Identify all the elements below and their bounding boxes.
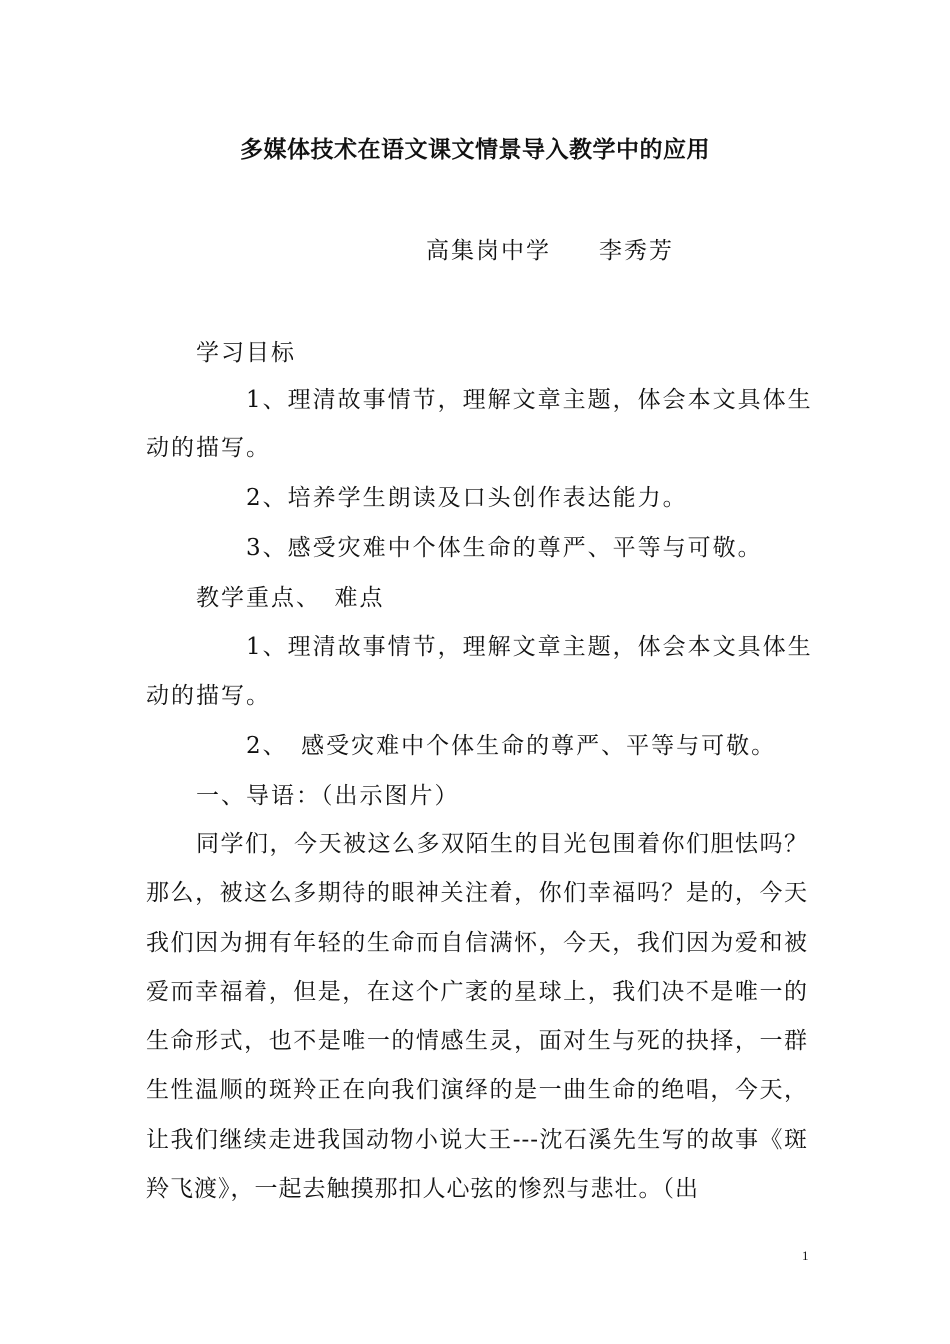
author-school: 高集岗中学 [426, 238, 551, 264]
objectives-heading: 学习目标 [196, 340, 296, 366]
author-line [426, 232, 674, 265]
page-number: 1 [802, 1248, 809, 1263]
objective-2: 2、培养学生朗读及口头创作表达能力。 [246, 485, 688, 511]
key-point-1-line-1: 1、理清故事情节，理解文章主题，体会本文具体生 [246, 634, 813, 660]
objective-1-line-2: 动的描写。 [146, 435, 271, 461]
objective-1-line-1: 1、理清故事情节，理解文章主题，体会本文具体生 [246, 387, 813, 413]
objective-3: 3、感受灾难中个体生命的尊严、平等与可敬。 [246, 535, 763, 561]
key-point-1-line-2: 动的描写。 [146, 683, 271, 709]
intro-heading: 一、导语：（出示图片） [196, 783, 460, 809]
author-name: 李秀芳 [599, 238, 674, 264]
key-points-heading: 教学重点、 难点 [196, 585, 385, 611]
intro-paragraph: 同学们，今天被这么多双陌生的目光包围着你们胆怯吗？那么，被这么多期待的眼神关注着，你们幸福吗？是的，今天我们因为拥有年轻的生命而自信满怀，今天，我们因为爱和被爱而幸福着，但是，在这个广袤的星球上，我们决不是唯一的生命形式，也不是唯一的情感生灵，面对生与死的抉择，一群生性温顺的斑羚正在向我们演绎的是一曲生命的绝唱，今天，让我们继续走进我国动物小说大王---沈石溪先生写的故事《斑羚飞渡》，一起去触摸那扣人心弦的惨烈与悲壮。（出 [146, 831, 808, 1203]
key-point-2: 2、 感受灾难中个体生命的尊严、平等与可敬。 [246, 733, 777, 759]
document-title: 多媒体技术在语文课文情景导入教学中的应用 [240, 137, 710, 163]
